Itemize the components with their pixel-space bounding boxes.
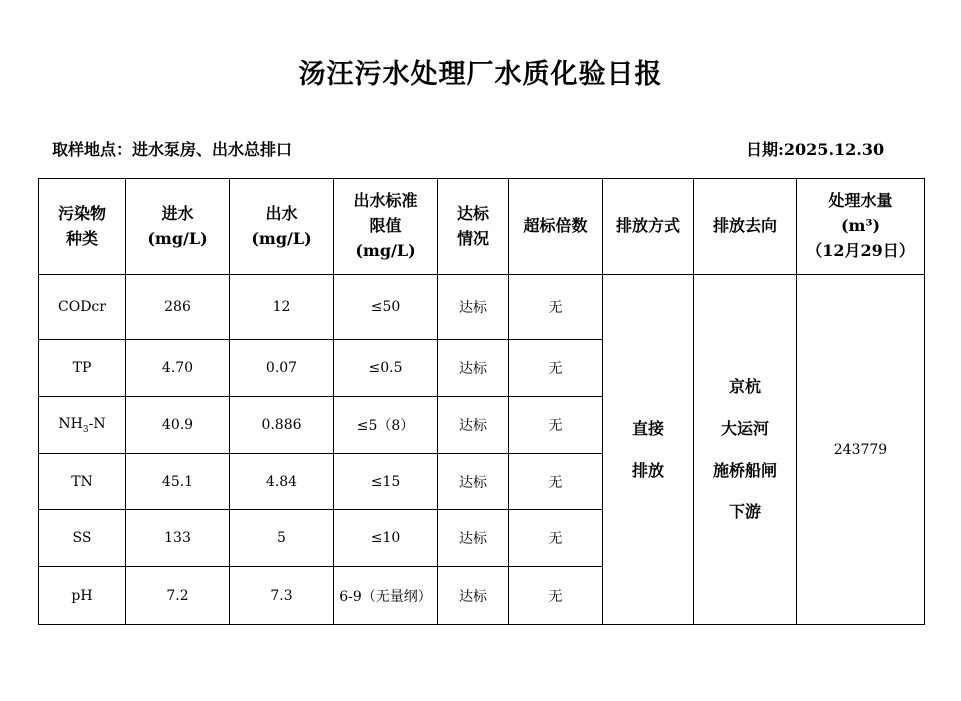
effluent-cell: 0.886 bbox=[230, 397, 334, 454]
volume-value-cell: 243779 bbox=[797, 275, 925, 625]
exceed-cell: 无 bbox=[509, 340, 603, 397]
report-date: 日期:2025.12.30 bbox=[746, 140, 885, 159]
header-influent: 进水 (mg/L) bbox=[126, 179, 230, 275]
water-quality-table bbox=[38, 178, 925, 625]
compliance-cell: 达标 bbox=[438, 567, 509, 625]
header-compliance: 达标 情况 bbox=[438, 179, 509, 275]
standard-cell: ≤10 bbox=[334, 510, 438, 567]
influent-cell: 45.1 bbox=[126, 454, 230, 510]
standard-cell: ≤50 bbox=[334, 275, 438, 340]
header-volume: 处理水量 (m³) （12月29日） bbox=[797, 179, 925, 275]
standard-cell: ≤15 bbox=[334, 454, 438, 510]
header-discharge-method: 排放方式 bbox=[603, 179, 694, 275]
compliance-cell: 达标 bbox=[438, 510, 509, 567]
effluent-cell: 4.84 bbox=[230, 454, 334, 510]
standard-cell: ≤5（8） bbox=[334, 397, 438, 454]
compliance-cell: 达标 bbox=[438, 340, 509, 397]
influent-cell: 286 bbox=[126, 275, 230, 340]
influent-cell: 133 bbox=[126, 510, 230, 567]
pollutant-cell: TN bbox=[39, 454, 126, 510]
table-row bbox=[39, 275, 925, 340]
header-pollutant: 污染物 种类 bbox=[39, 179, 126, 275]
header-standard: 出水标准 限值 (mg/L) bbox=[334, 179, 438, 275]
exceed-cell: 无 bbox=[509, 275, 603, 340]
pollutant-cell: $NH_3-N$ bbox=[39, 397, 126, 454]
compliance-cell: 达标 bbox=[438, 397, 509, 454]
effluent-cell: 5 bbox=[230, 510, 334, 567]
compliance-cell: 达标 bbox=[438, 275, 509, 340]
influent-cell: 4.70 bbox=[126, 340, 230, 397]
effluent-cell: 7.3 bbox=[230, 567, 334, 625]
report-title: 汤汪污水处理厂水质化验日报 bbox=[298, 59, 663, 90]
pollutant-cell: pH bbox=[39, 567, 126, 625]
exceed-cell: 无 bbox=[509, 567, 603, 625]
pollutant-cell: TP bbox=[39, 340, 126, 397]
standard-cell: ≤0.5 bbox=[334, 340, 438, 397]
header-discharge-to: 排放去向 bbox=[694, 179, 797, 275]
effluent-cell: 12 bbox=[230, 275, 334, 340]
standard-cell: 6-9（无量纲） bbox=[334, 567, 438, 625]
exceed-cell: 无 bbox=[509, 454, 603, 510]
pollutant-cell: SS bbox=[39, 510, 126, 567]
sampling-location: 取样地点：进水泵房、出水总排口 bbox=[52, 140, 293, 159]
exceed-cell: 无 bbox=[509, 510, 603, 567]
pollutant-cell: CODcr bbox=[39, 275, 126, 340]
header-row bbox=[39, 179, 925, 275]
header-exceed: 超标倍数 bbox=[509, 179, 603, 275]
discharge-to-cell: 京杭 大运河 施桥船闸 下游 bbox=[694, 275, 797, 625]
discharge-method-cell: 直接 排放 bbox=[603, 275, 694, 625]
exceed-cell: 无 bbox=[509, 397, 603, 454]
header-effluent: 出水 (mg/L) bbox=[230, 179, 334, 275]
compliance-cell: 达标 bbox=[438, 454, 509, 510]
effluent-cell: 0.07 bbox=[230, 340, 334, 397]
influent-cell: 7.2 bbox=[126, 567, 230, 625]
influent-cell: 40.9 bbox=[126, 397, 230, 454]
